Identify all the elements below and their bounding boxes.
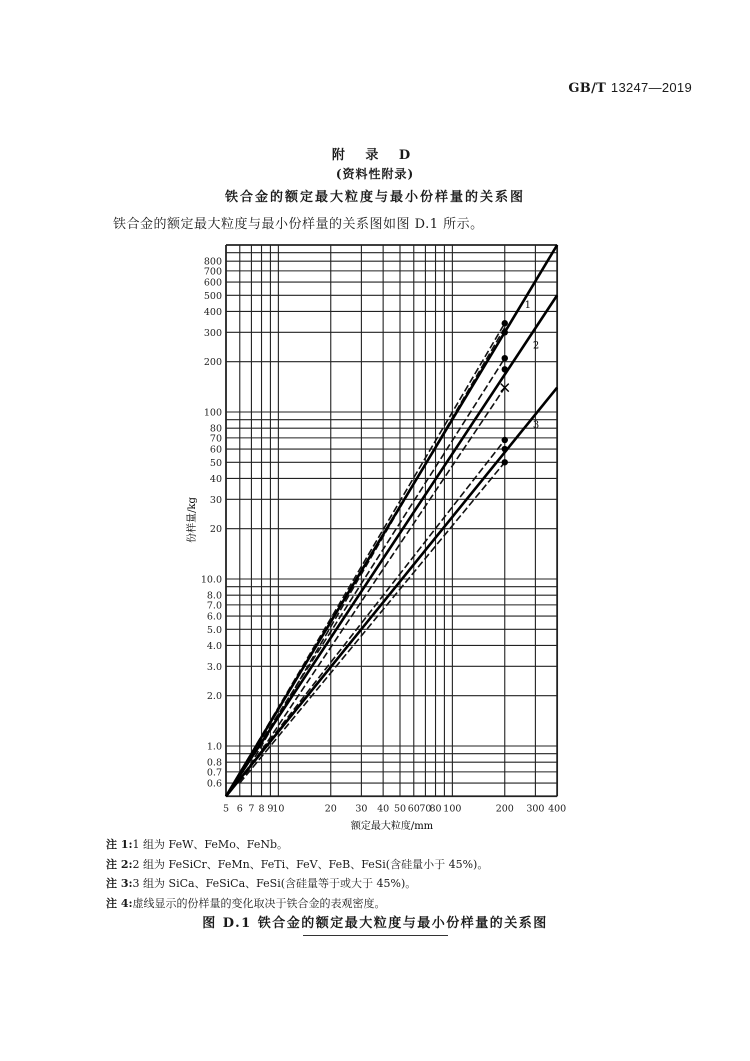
x-tick-label: 400 [548,803,567,815]
x-tick-label: 9 [267,803,274,815]
note-3: 注 3:3 组为 SiCa、FeSiCa、FeSi(含硅量等于或大于 45%)。 [106,877,417,890]
notes-list [106,835,488,913]
x-tick-label: 300 [526,803,545,815]
dashed-line-group-2 [240,388,505,783]
y-tick-label: 70 [209,433,222,445]
x-tick-label: 6 [236,803,243,815]
x-tick-label: 20 [324,803,337,815]
note-4: 注 4:虚线显示的份样量的变化取决于铁合金的表观密度。 [106,896,386,910]
x-tick-label: 7 [248,803,255,815]
x-tick-label: 100 [443,803,462,815]
dashed-line-group-3 [240,462,505,783]
y-tick-label: 6.0 [206,611,222,623]
x-axis-label: 额定最大粒度/mm [350,821,434,832]
x-tick-label: 10 [272,803,285,815]
y-tick-label: 1.0 [206,741,222,753]
y-tick-label: 30 [209,494,222,506]
annex-heading: 铁合金的额定最大粒度与最小份样量的关系图 [224,190,525,205]
y-tick-label: 400 [203,306,222,318]
y-axis-label: 份样量/kg [187,497,198,543]
y-tick-label: 500 [203,290,222,302]
annex-subtitle: (资料性附录) [335,167,415,181]
y-tick-label: 10.0 [200,574,222,586]
x-tick-label: 80 [429,803,442,815]
y-tick-label: 300 [203,327,222,339]
series-label-2: 2 [532,340,540,352]
intro-paragraph: 铁合金的额定最大粒度与最小份样量的关系图如图 D.1 所示。 [113,217,484,232]
x-tick-label: 40 [377,803,390,815]
dot-marker [502,459,508,465]
dashed-line-group-2 [226,358,505,796]
x-tick-label: 60 [407,803,420,815]
chart-series [226,245,557,796]
note-1: 注 1:1 组为 FeW、FeMo、FeNb。 [106,838,289,851]
note-2: 注 2:2 组为 FeSiCr、FeMn、FeTi、FeV、FeB、FeSi(含硅量小于 45%)。 [106,857,489,871]
x-tick-label: 5 [222,803,230,815]
dot-marker [502,366,508,372]
dot-marker [502,437,508,443]
x-tick-label: 70 [419,803,432,815]
y-tick-label: 5.0 [206,624,222,636]
figure-caption: 图 D.1 铁合金的额定最大粒度与最小份样量的关系图 [202,916,548,931]
annex-title: 附 录 D [331,148,419,163]
y-tick-label: 200 [203,357,222,369]
standard-number: 13247—2019 [610,80,692,95]
y-tick-label: 8.0 [206,590,222,602]
dot-marker [502,320,508,326]
y-tick-label: 60 [209,444,222,456]
y-tick-label: 700 [203,266,222,278]
y-tick-label: 80 [209,423,222,435]
end-rule [303,935,448,936]
series-line-1 [226,245,557,796]
y-tick-label: 0.8 [206,757,222,769]
y-tick-label: 0.6 [206,778,222,790]
y-tick-label: 4.0 [206,640,222,652]
series-label-1: 1 [524,299,531,311]
standard-prefix: GB/T [568,81,607,96]
y-tick-label: 100 [203,407,222,419]
x-tick-label: 30 [355,803,368,815]
y-tick-label: 7.0 [206,600,222,612]
series-label-3: 3 [532,420,540,432]
x-tick-label: 50 [393,803,407,815]
y-tick-label: 3.0 [206,661,222,673]
y-tick-label: 40 [209,473,222,485]
dot-marker [502,355,508,361]
y-tick-label: 0.7 [206,767,222,779]
x-tick-label: 8 [258,803,265,815]
y-tick-label: 2.0 [206,691,222,703]
x-tick-label: 200 [495,803,514,815]
y-tick-label: 800 [203,256,222,268]
dot-marker [502,329,508,335]
y-tick-label: 600 [203,277,222,289]
y-tick-label: 20 [209,524,222,536]
dot-marker [502,446,508,452]
y-tick-label: 50 [209,457,222,469]
